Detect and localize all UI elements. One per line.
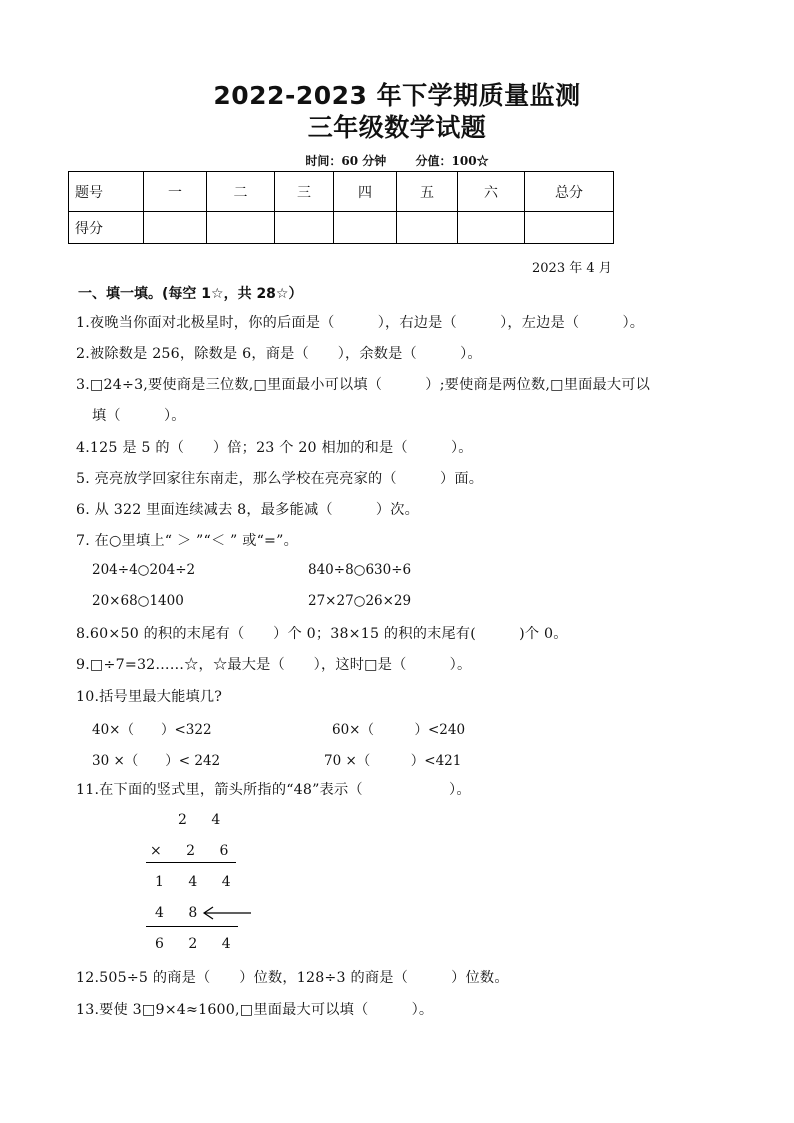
calc-row: 2 4 [178,812,231,828]
left-arrow-icon [201,906,253,920]
score-input-cell[interactable] [397,212,458,244]
question-7-item: 20×68○1400 [92,593,184,609]
calc-divider [146,926,238,927]
score-table [68,171,614,244]
question-7: 7. 在○里填上“ ＞ ”“＜ ” 或“=”。 [76,533,298,549]
score-input-cell[interactable] [458,212,525,244]
table-cell: 五 [397,172,458,212]
exam-meta: 时间：60 分钟 分值：100☆ [305,154,489,168]
score-table-score-row [69,212,614,244]
table-cell: 四 [334,172,397,212]
calc-row: 6 2 4 [155,936,241,952]
calc-row: × 2 6 [150,843,239,859]
question-10-item: 60×（ ）<240 [332,722,466,738]
score-table-header-row [69,172,614,212]
question-4: 4.125 是 5 的（ ）倍；23 个 20 相加的和是（ ）。 [76,440,473,456]
calc-divider [146,862,236,863]
exam-date: 2023 年 4 月 [532,261,612,276]
question-8: 8.60×50 的积的末尾有（ ）个 0；38×15 的积的末尾有( )个 0。 [76,626,568,642]
question-12: 12.505÷5 的商是（ ）位数，128÷3 的商是（ ）位数。 [76,970,509,986]
question-10-item: 30 ×（ ）< 242 [92,753,221,769]
question-7-item: 27×27○26×29 [308,593,412,609]
score-input-cell[interactable] [275,212,334,244]
section-title: 一、填一填。(每空 1☆，共 28☆） [78,286,303,302]
table-cell: 二 [207,172,275,212]
question-13: 13.要使 3□9×4≈1600,□里面最大可以填（ ）。 [76,1002,434,1018]
question-7-item: 204÷4○204÷2 [92,562,196,578]
table-cell: 得分 [69,212,144,244]
question-10-item: 70 ×（ ）<421 [324,753,462,769]
question-1: 1.夜晚当你面对北极星时，你的后面是（ ），右边是（ ），左边是（ ）。 [76,315,645,331]
calc-row: 4 8 [155,905,208,921]
question-10: 10.括号里最大能填几? [76,689,223,705]
table-cell: 一 [144,172,207,212]
question-10-item: 40×（ ）<322 [92,722,212,738]
score-input-cell[interactable] [144,212,207,244]
table-cell: 总分 [525,172,614,212]
question-5: 5. 亮亮放学回家往东南走，那么学校在亮亮家的（ ）面。 [76,471,484,487]
exam-title: 2022-2023 年下学期质量监测 [213,81,581,110]
question-7-item: 840÷8○630÷6 [308,562,412,578]
table-cell: 题号 [69,172,144,212]
question-9: 9.□÷7=32……☆，☆最大是（ ），这时□是（ ）。 [76,657,472,673]
calc-row: 1 4 4 [155,874,241,890]
exam-subtitle: 三年级数学试题 [307,113,487,142]
question-6: 6. 从 322 里面连续减去 8，最多能减（ ）次。 [76,502,420,518]
question-11: 11.在下面的竖式里，箭头所指的“48”表示（ ）。 [76,782,471,798]
question-2: 2.被除数是 256，除数是 6，商是（ ），余数是（ ）。 [76,346,482,362]
score-input-cell[interactable] [525,212,614,244]
question-3-cont: 填（ ）。 [92,408,186,424]
table-cell: 六 [458,172,525,212]
question-3: 3.□24÷3,要使商是三位数,□里面最小可以填（ ）;要使商是两位数,□里面最大可以 [76,377,651,393]
table-cell: 三 [275,172,334,212]
score-input-cell[interactable] [207,212,275,244]
score-input-cell[interactable] [334,212,397,244]
